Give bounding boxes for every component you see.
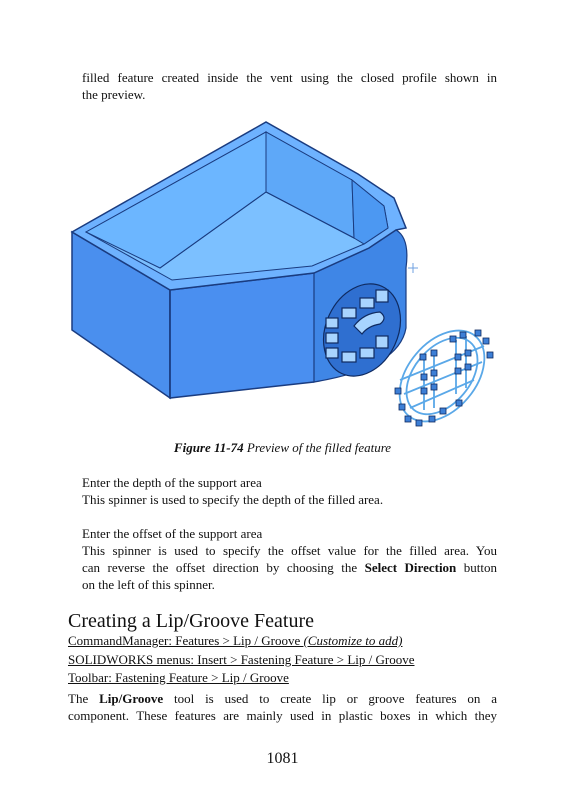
section-heading: Creating a Lip/Groove Feature: [68, 610, 315, 632]
offset-line-2: can reverse the offset direction by choosing the Select Direction button: [82, 560, 497, 575]
page-number: 1081: [266, 750, 299, 767]
intro-line-2: the preview.: [82, 87, 146, 102]
lip-groove-paragraph: [68, 690, 497, 724]
figure-filled-feature-preview: [64, 118, 504, 438]
lip-groove-line-2: component. These features are mainly used in plastic boxes in which they: [68, 708, 497, 723]
intro-line-1: filled feature created inside the vent using the closed profile shown in: [82, 70, 497, 85]
menus-path: SOLIDWORKS menus: Insert > Fastening Feature > Lip / Groove: [68, 652, 415, 667]
lip-groove-term: Lip/Groove: [99, 691, 164, 706]
depth-title: Enter the depth of the support area: [82, 475, 262, 490]
offset-line-3: on the left of this spinner.: [82, 577, 215, 592]
intro-paragraph: [82, 69, 497, 103]
figure-number: Figure 11-74: [173, 440, 244, 455]
customize-note: (Customize to add): [303, 633, 403, 648]
figure-caption-text: Preview of the filled feature: [246, 440, 392, 455]
depth-text: This spinner is used to specify the depth of the filled area.: [82, 492, 384, 507]
toolbar-path: Toolbar: Fastening Feature > Lip / Groove: [68, 670, 289, 685]
select-direction-term: Select Direction: [364, 560, 457, 575]
figure-caption: [0, 440, 565, 456]
offset-title: Enter the offset of the support area: [82, 526, 263, 541]
offset-line-1: This spinner is used to specify the offset value for the filled area. You: [82, 543, 497, 558]
offset-section: [82, 525, 497, 593]
depth-section: [82, 474, 497, 508]
commandmanager-path: CommandManager: Features > Lip / Groove (Customize to add): [68, 633, 403, 648]
lip-groove-line-1: The Lip/Groove tool is used to create lip or groove features on a: [68, 691, 497, 706]
origin-marker-icon: [408, 263, 418, 273]
